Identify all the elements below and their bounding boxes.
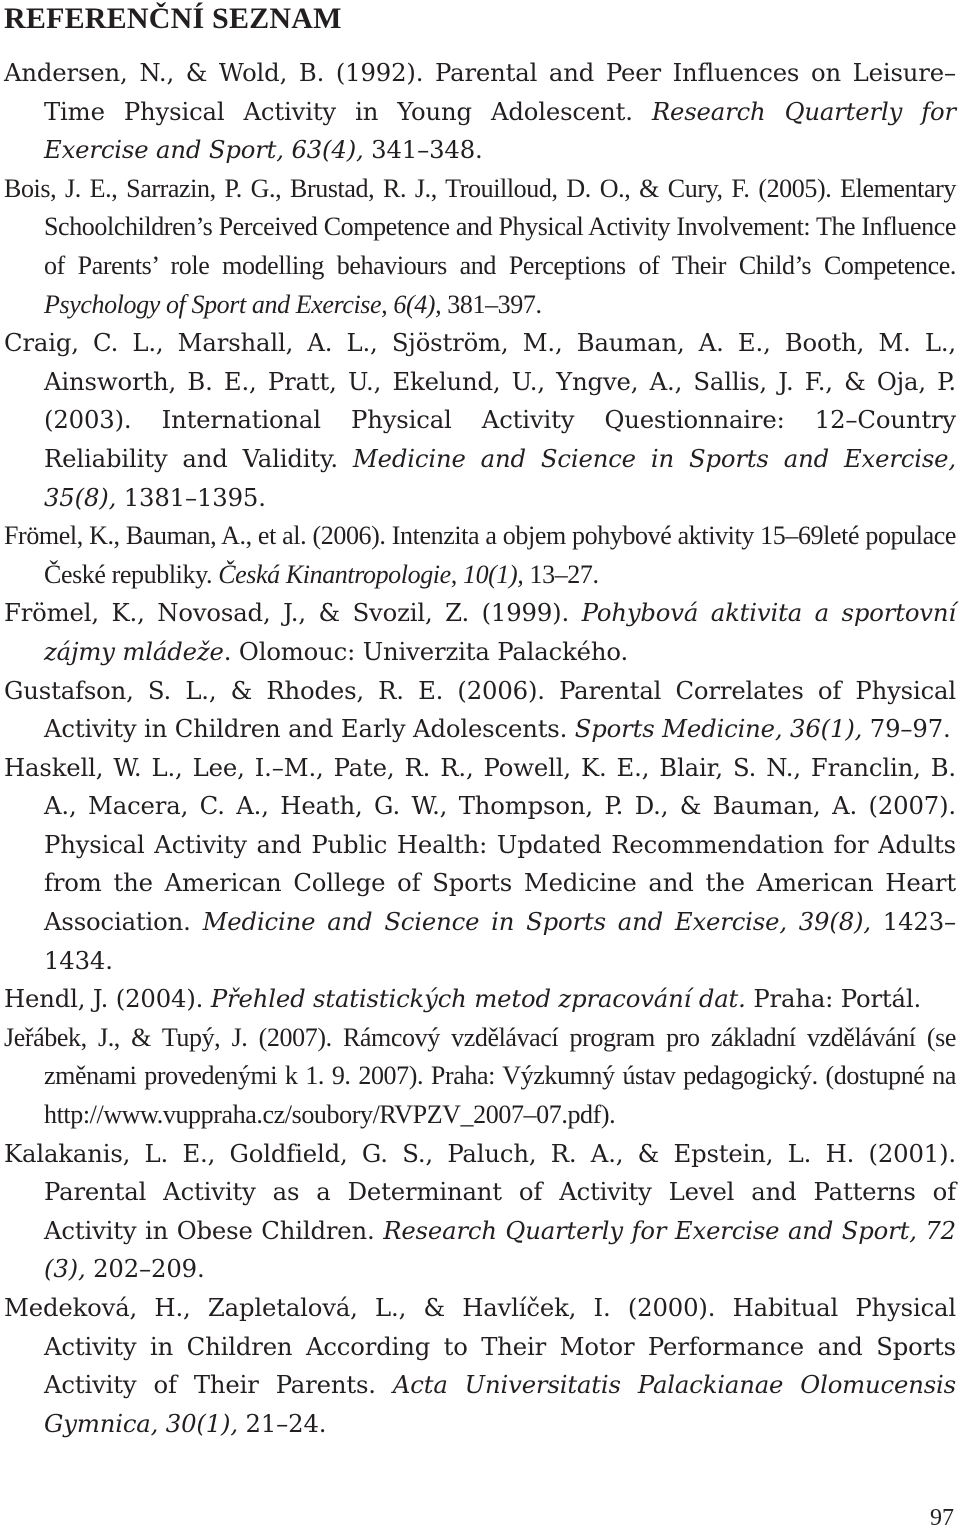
reference-tail: 381–397.: [441, 289, 542, 319]
reference-source: Medicine and Science in Sports and Exercise, 39(8),: [202, 907, 871, 937]
reference-source: Research Quarterly for Exercise and Sport, 63(4),: [44, 96, 956, 165]
reference-lead: Hendl, J. (2004).: [4, 984, 211, 1014]
reference-item: [4, 1019, 956, 1135]
reference-tail: 21–24.: [237, 1408, 327, 1438]
reference-item: [4, 1289, 956, 1443]
reference-item: [4, 672, 956, 749]
reference-item: [4, 1135, 956, 1289]
reference-item: [4, 980, 956, 1019]
reference-source: Acta Universitatis Palackianae Olomucensis Gymnica, 30(1),: [44, 1370, 956, 1438]
reference-tail: Praha: Portál.: [745, 984, 922, 1014]
reference-lead: Jeřábek, J., & Tupý, J. (2007). Rámcový vzdělávací program pro základní vzdělávání (se změnami provedenými k 1. 9. 2007). Praha: Výzkumný ústav pedagogický. (dostupné na http://www.vuppraha.cz/soubory/RVPZV_2007–07.pdf).: [4, 1022, 956, 1130]
reference-lead: Frömel, K., Bauman, A., et al. (2006). Intenzita a objem pohybové aktivity 15–69leté populace České republiky.: [4, 521, 956, 589]
reference-tail: 202–209.: [85, 1254, 205, 1284]
reference-item: [4, 170, 956, 324]
reference-lead: Frömel, K., Novosad, J., & Svozil, Z. (1999).: [4, 598, 582, 628]
reference-list: [4, 54, 956, 1443]
reference-item: [4, 749, 956, 981]
reference-source: Sports Medicine, 36(1),: [574, 714, 863, 744]
reference-lead: Bois, J. E., Sarrazin, P. G., Brustad, R. J., Trouilloud, D. O., & Cury, F. (2005). Elementary Schoolchildren’s Perceived Competence and Physical Activity Involvement: The Influence of Parents’ role modelling behaviours and Perceptions of Their Child’s Competence.: [4, 173, 956, 280]
reference-lead: Medeková, H., Zapletalová, L., & Havlíček, I. (2000). Habitual Physical Activity in Children According to Their Motor Performance and Sports Activity of Their Parents.: [4, 1293, 956, 1400]
reference-source: Přehled statistických metod zpracování dat.: [210, 984, 746, 1014]
reference-source: Research Quarterly for Exercise and Sport, 72 (3),: [44, 1215, 956, 1284]
reference-tail: 341–348.: [363, 135, 483, 165]
reference-lead: Kalakanis, L. E., Goldfield, G. S., Paluch, R. A., & Epstein, L. H. (2001). Parental Activity as a Determinant of Activity Level and Patterns of Activity in Obese Children.: [4, 1138, 956, 1245]
reference-lead: Craig, C. L., Marshall, A. L., Sjöström, M., Bauman, A. E., Booth, M. L., Ainsworth, B. E., Pratt, U., Ekelund, U., Yngve, A., Sallis, J. F., & Oja, P. (2003). International Physical Activity Questionnaire: 12–Country Reliability and Validity.: [4, 328, 956, 473]
reference-item: [4, 324, 956, 517]
reference-tail: 1381–1395.: [116, 482, 266, 512]
page-heading: REFERENČNÍ SEZNAM: [4, 2, 342, 35]
reference-lead: Gustafson, S. L., & Rhodes, R. E. (2006). Parental Correlates of Physical Activity in Children and Early Adolescents.: [4, 675, 956, 744]
reference-item: [4, 54, 956, 170]
reference-lead: Andersen, N., & Wold, B. (1992). Parental and Peer Influences on Leisure–Time Physical Activity in Young Adolescent.: [4, 58, 956, 126]
reference-source: Pohybová aktivita a sportovní zájmy mládeže: [44, 598, 956, 666]
page-number: 97: [930, 1505, 954, 1531]
reference-tail: 1423–1434.: [44, 907, 956, 975]
reference-tail: 79–97.: [862, 714, 951, 744]
reference-tail: . Olomouc: Univerzita Palackého.: [223, 636, 629, 666]
reference-tail: 13–27.: [523, 559, 599, 589]
reference-source: Medicine and Science in Sports and Exercise, 35(8),: [44, 443, 956, 512]
reference-item: [4, 594, 956, 671]
reference-lead: Haskell, W. L., Lee, I.–M., Pate, R. R., Powell, K. E., Blair, S. N., Franclin, B. A., Macera, C. A., Heath, G. W., Thompson, P. D., & Bauman, A. (2007). Physical Activity and Public Health: Updated Recommendation for Adults from the American College of Sports Medicine and the American Heart Association.: [4, 752, 956, 937]
reference-item: [4, 517, 956, 594]
reference-source: Česká Kinantropologie, 10(1),: [218, 559, 524, 589]
reference-source: Psychology of Sport and Exercise, 6(4),: [44, 289, 442, 319]
